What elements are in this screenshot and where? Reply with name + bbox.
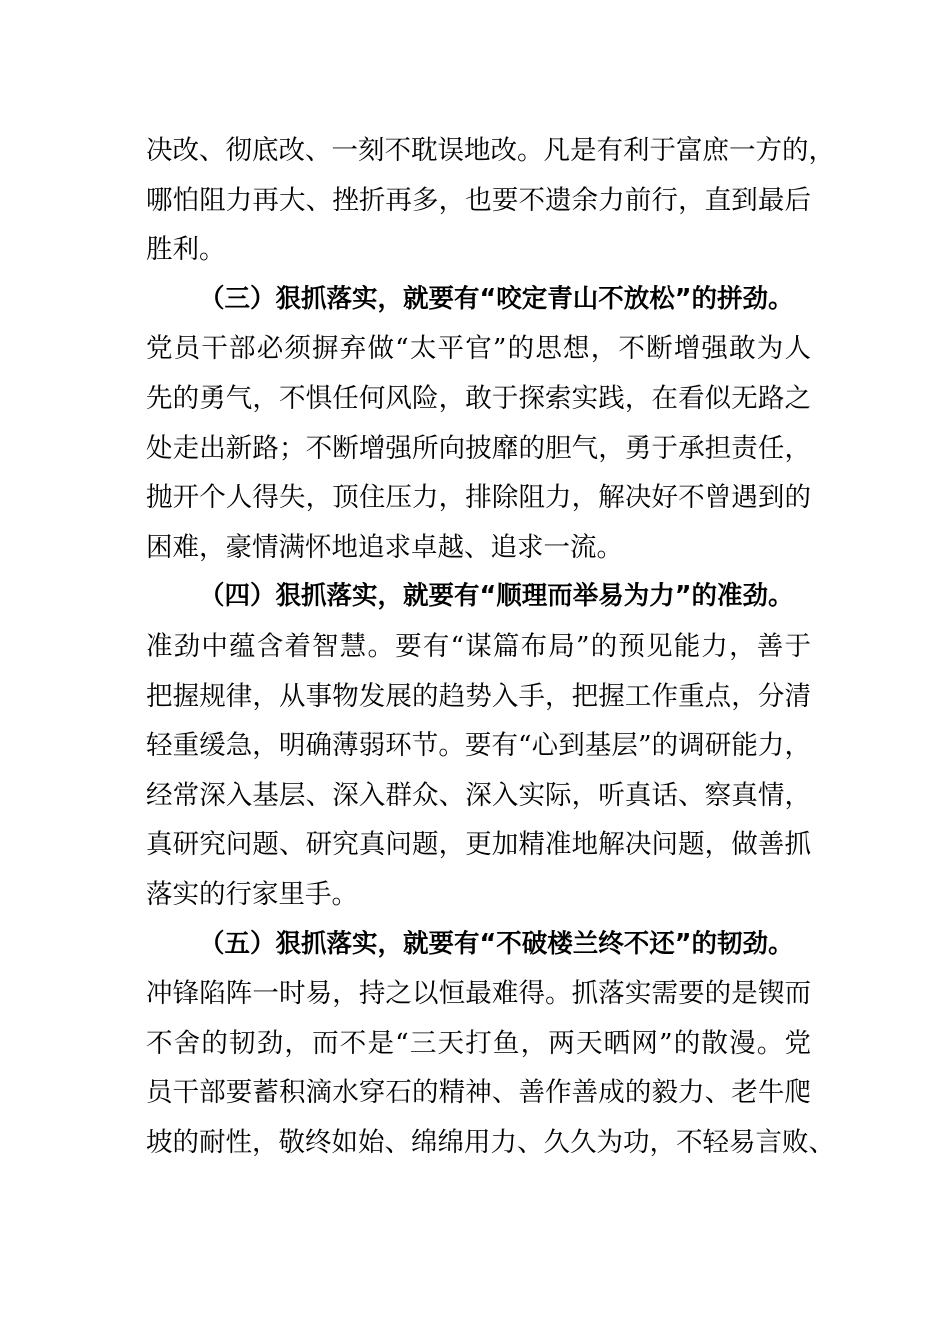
text-line: 困难，豪情满怀地追求卓越、追求一流。 bbox=[146, 531, 623, 563]
section-heading: （四）狠抓落实，就要有“顺理而举易为力”的准劲。 bbox=[199, 581, 794, 612]
text-line: 决改、彻底改、一刻不耽误地改。凡是有利于富庶一方的， bbox=[146, 135, 835, 166]
text-line: 把握规律，从事物发展的趋势入手，把握工作重点，分清 bbox=[146, 680, 811, 712]
section-4 bbox=[146, 572, 811, 919]
section-heading: （三）狠抓落实，就要有“咬定青山不放松”的拼劲。 bbox=[199, 283, 794, 314]
text-line: 冲锋陷阵一时易，持之以恒最难得。抓落实需要的是锲而 bbox=[146, 978, 811, 1010]
text-line: 抛开个人得失，顶住压力，排除阻力，解决好不曾遇到的 bbox=[146, 482, 811, 514]
text-line: 先的勇气，不惧任何风险，敢于探索实践，在看似无路之 bbox=[146, 382, 811, 414]
text-line: 准劲中蕴含着智慧。要有“谋篇布局”的预见能力，善于 bbox=[146, 630, 811, 662]
text-line: 员干部要蓄积滴水穿石的精神、善作善成的毅力、老牛爬 bbox=[146, 1077, 811, 1109]
text-line: 落实的行家里手。 bbox=[146, 878, 358, 910]
section-heading: （五）狠抓落实，就要有“不破楼兰终不还”的韧劲。 bbox=[199, 928, 794, 959]
paragraph-continuation bbox=[146, 126, 835, 275]
text-line: 轻重缓急，明确薄弱环节。要有“心到基层”的调研能力， bbox=[146, 730, 811, 762]
text-line: 党员干部必须摒弃做“太平官”的思想，不断增强敢为人 bbox=[146, 333, 811, 365]
text-line: 真研究问题、研究真问题，更加精准地解决问题，做善抓 bbox=[146, 829, 811, 861]
text-line: 不舍的韧劲，而不是“三天打鱼，两天晒网”的散漫。党 bbox=[146, 1027, 811, 1059]
text-line: 胜利。 bbox=[146, 234, 226, 266]
document-body bbox=[146, 126, 835, 1167]
text-line: 坡的耐性，敬终如始、绵绵用力、久久为功，不轻易言败、 bbox=[146, 1126, 835, 1158]
text-line: 经常深入基层、深入群众、深入实际，听真话、察真情， bbox=[146, 779, 811, 811]
text-line: 哪怕阻力再大、挫折再多，也要不遗余力前行，直到最后 bbox=[146, 184, 811, 216]
section-5 bbox=[146, 920, 835, 1168]
text-line: 处走出新路；不断增强所向披靡的胆气，勇于承担责任， bbox=[146, 432, 811, 464]
section-3 bbox=[146, 275, 811, 573]
